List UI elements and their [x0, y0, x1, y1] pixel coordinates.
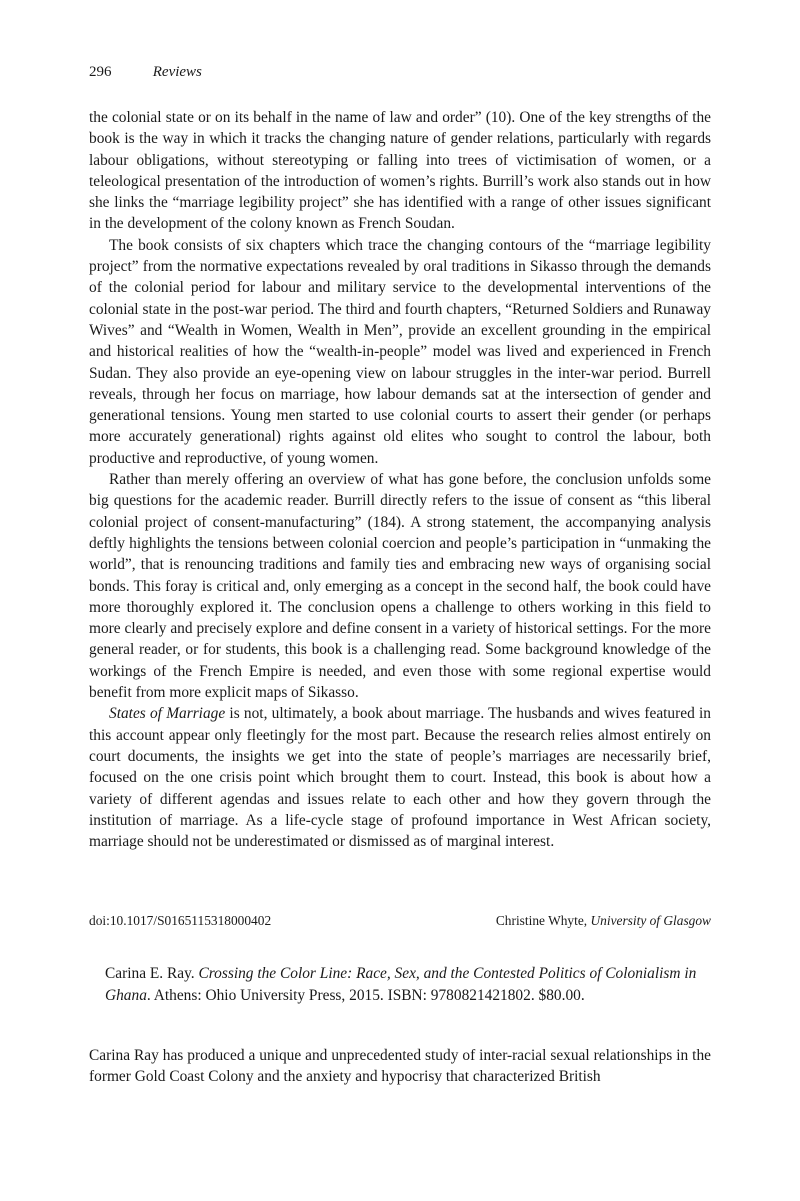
doi-link[interactable]: doi:10.1017/S0165115318000402: [89, 913, 272, 928]
book-title-italic: States of Marriage: [109, 705, 226, 723]
paragraph-2: The book consists of six chapters which trace the changing contours of the “marriage legibility project” from the normative expectations revealed by oral traditions in Sikasso through the demands of the colonial period for labour and military service to the developmental interventions of the colonial state in the post-war period. The third and fourth chapters, “Returned Soldiers and Runaway Wives” and “Wealth in Women, Wealth in Men”, provide an excellent grounding in the empirical and historical realities of how the “wealth-in-people” model was lived and experienced in French Sudan. They also provide an eye-opening view on labour struggles in the inter-war period. Burrell reveals, through her focus on marriage, how labour demands sat at the intersection of gender and generational tensions. Young men started to use colonial courts to assert their gender (or perhaps more accurately generational) rights against old elites who sought to control the labour, both productive and reproductive, of young women.: [89, 236, 711, 467]
next-review-paragraph: Carina Ray has produced a unique and unprecedented study of inter-racial sexual relationships in the former Gold Coast Colony and the anxiety and hypocrisy that characterized British: [89, 1047, 711, 1086]
page-number: 296: [89, 64, 112, 80]
next-review-body: [89, 1045, 711, 1088]
review-body: [89, 107, 711, 852]
running-head: [89, 62, 202, 82]
reviewer-name: Christine Whyte,: [495, 913, 588, 928]
citation-author: Carina E. Ray.: [105, 965, 195, 982]
section-title: Reviews: [152, 64, 202, 80]
review-signoff: [89, 912, 711, 930]
reviewer-affiliation: University of Glasgow: [590, 913, 711, 928]
citation-title: Crossing the Color Line: Race, Sex, and the Contested Politics of Colonialism in Ghana: [105, 965, 697, 1004]
paragraph-4: [89, 703, 711, 852]
citation-details: . Athens: Ohio University Press, 2015. ISBN: 9780821421802. $80.00.: [146, 986, 585, 1004]
paragraph-1: the colonial state or on its behalf in the name of law and order” (10). One of the key strengths of the book is the way in which it tracks the changing nature of gender relations, particularly with regards labour obligations, without stereotyping or falling into trees of victimisation of women, or a teleological presentation of the introduction of women’s rights. Burrill’s work also stands out in how she links the “marriage legibility project” she has identified with a range of other issues significant in the development of the colony known as French Soudan.: [89, 109, 711, 233]
paragraph-3: Rather than merely offering an overview of what has gone before, the conclusion unfolds some big questions for the academic reader. Burrill directly refers to the issue of consent as “this liberal colonial project of consent-manufacturing” (184). A strong statement, the accompanying analysis deftly highlights the tensions between colonial coercion and people’s participation in “unmaking the world”, that is renouncing traditions and family ties and embracing new ways of organising social bonds. This foray is critical and, only emerging as a concept in the second half, the book could have more thoroughly explored it. The conclusion opens a challenge to others working in this field to more clearly and precisely explore and define consent in a variety of historical settings. For the more general reader, or for students, this book is a challenging read. Some background knowledge of the workings of the French Empire is needed, and even those with some regional expertise would benefit from more explicit maps of Sikasso.: [89, 471, 711, 702]
reviewer-credit: [496, 912, 711, 930]
next-review-citation: [105, 963, 711, 1007]
paragraph-4-text: is not, ultimately, a book about marriage. The husbands and wives featured in this account appear only fleetingly for the most part. Because the research relies almost entirely on court documents, the insights we get into the state of people’s marriages are necessarily brief, focused on the one crisis point which brought them to court. Instead, this book is about how a variety of different agendas and issues relate to each other and how they govern through the institution of marriage. As a life-cycle stage of profound importance in West African society, marriage should not be underestimated or dismissed as of marginal interest.: [89, 705, 711, 851]
